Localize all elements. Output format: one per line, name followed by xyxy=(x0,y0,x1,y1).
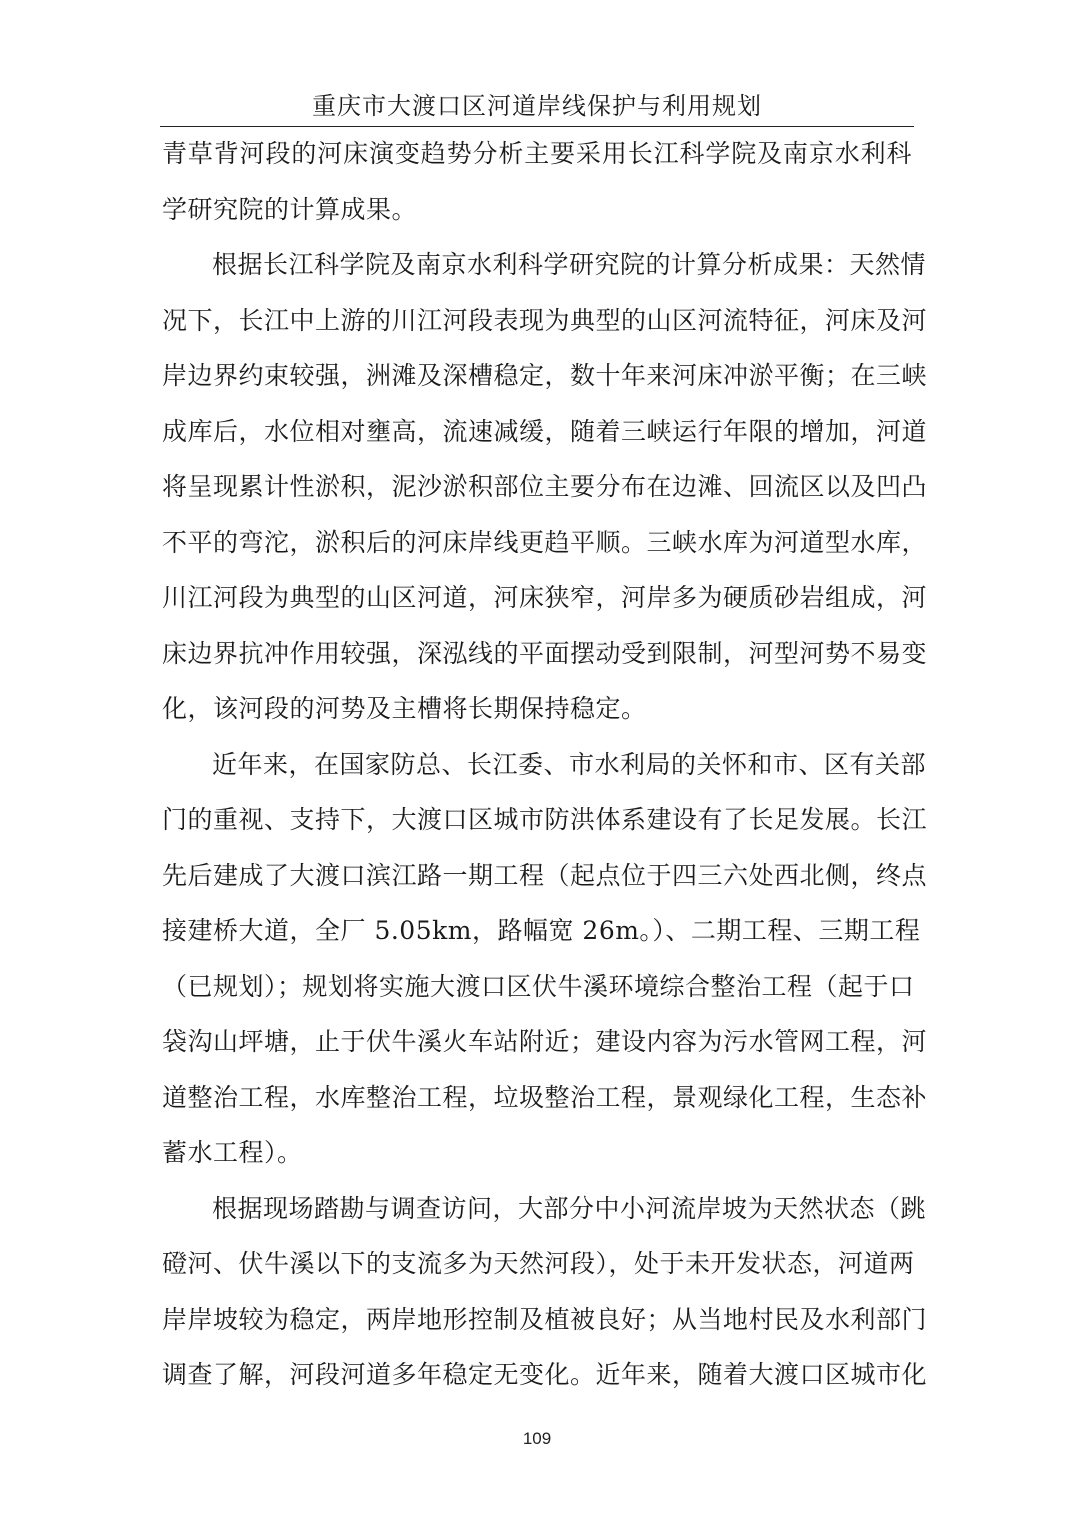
text-line: 根据长江科学院及南京水利科学研究院的计算分析成果：天然情 xyxy=(212,250,927,279)
text-line: 成库后，水位相对壅高，流速减缓，随着三峡运行年限的增加，河道 xyxy=(162,416,928,446)
page-number: 109 xyxy=(522,1429,552,1448)
text-line: 根据现场踏勘与调查访问，大部分中小河流岸坡为天然状态（跳 xyxy=(212,1193,927,1223)
paragraph-3 xyxy=(162,737,928,1181)
text-line: 道整治工程，水库整治工程，垃圾整治工程，景观绿化工程，生态补 xyxy=(162,1082,928,1112)
text-line: 接建桥大道，全厂 5.05km，路幅宽 26m。）、二期工程、三期工程 xyxy=(162,916,921,945)
text-line: 近年来，在国家防总、长江委、市水利局的关怀和市、区有关部 xyxy=(212,749,927,779)
text-line: 蓄水工程）。 xyxy=(162,1138,303,1167)
body-text xyxy=(162,126,928,1403)
text-line: 况下，长江中上游的川江河段表现为典型的山区河流特征，河床及河 xyxy=(162,305,928,335)
text-line: 青草背河段的河床演变趋势分析主要采用长江科学院及南京水利科 xyxy=(162,139,912,168)
text-line: 化，该河段的河势及主槽将长期保持稳定。 xyxy=(162,694,647,723)
paragraph-4 xyxy=(162,1181,928,1403)
text-line: （已规划）；规划将实施大渡口区伏牛溪环境综合整治工程（起于口 xyxy=(162,971,915,1001)
text-line: 将呈现累计性淤积，泥沙淤积部位主要分布在边滩、回流区以及凹凸 xyxy=(162,472,928,501)
text-line: 调查了解，河段河道多年稳定无变化。近年来，随着大渡口区城市化 xyxy=(162,1360,928,1389)
text-line: 先后建成了大渡口滨江路一期工程（起点位于四三六处西北侧，终点 xyxy=(162,860,928,890)
text-line: 不平的弯沱，淤积后的河床岸线更趋平顺。三峡水库为河道型水库， xyxy=(162,527,928,557)
text-line: 袋沟山坪塘，止于伏牛溪火车站附近；建设内容为污水管网工程，河 xyxy=(162,1027,928,1056)
text-line: 学研究院的计算成果。 xyxy=(162,194,418,224)
text-line: 川江河段为典型的山区河道，河床狭窄，河岸多为硬质砂岩组成，河 xyxy=(162,583,928,612)
text-line: 岸边界约束较强，洲滩及深槽稳定，数十年来河床冲淤平衡；在三峡 xyxy=(162,361,928,390)
paragraph-2 xyxy=(162,237,928,737)
text-line: 岸岸坡较为稳定，两岸地形控制及植被良好；从当地村民及水利部门 xyxy=(162,1304,928,1334)
paragraph-1 xyxy=(162,126,912,237)
text-line: 磴河、伏牛溪以下的支流多为天然河段），处于未开发状态，河道两 xyxy=(162,1249,915,1278)
text-line: 床边界抗冲作用较强，深泓线的平面摆动受到限制，河型河势不易变 xyxy=(162,638,928,668)
text-line: 门的重视、支持下，大渡口区城市防洪体系建设有了长足发展。长江 xyxy=(162,805,928,834)
running-header-title: 重庆市大渡口区河道岸线保护与利用规划 xyxy=(312,92,762,120)
